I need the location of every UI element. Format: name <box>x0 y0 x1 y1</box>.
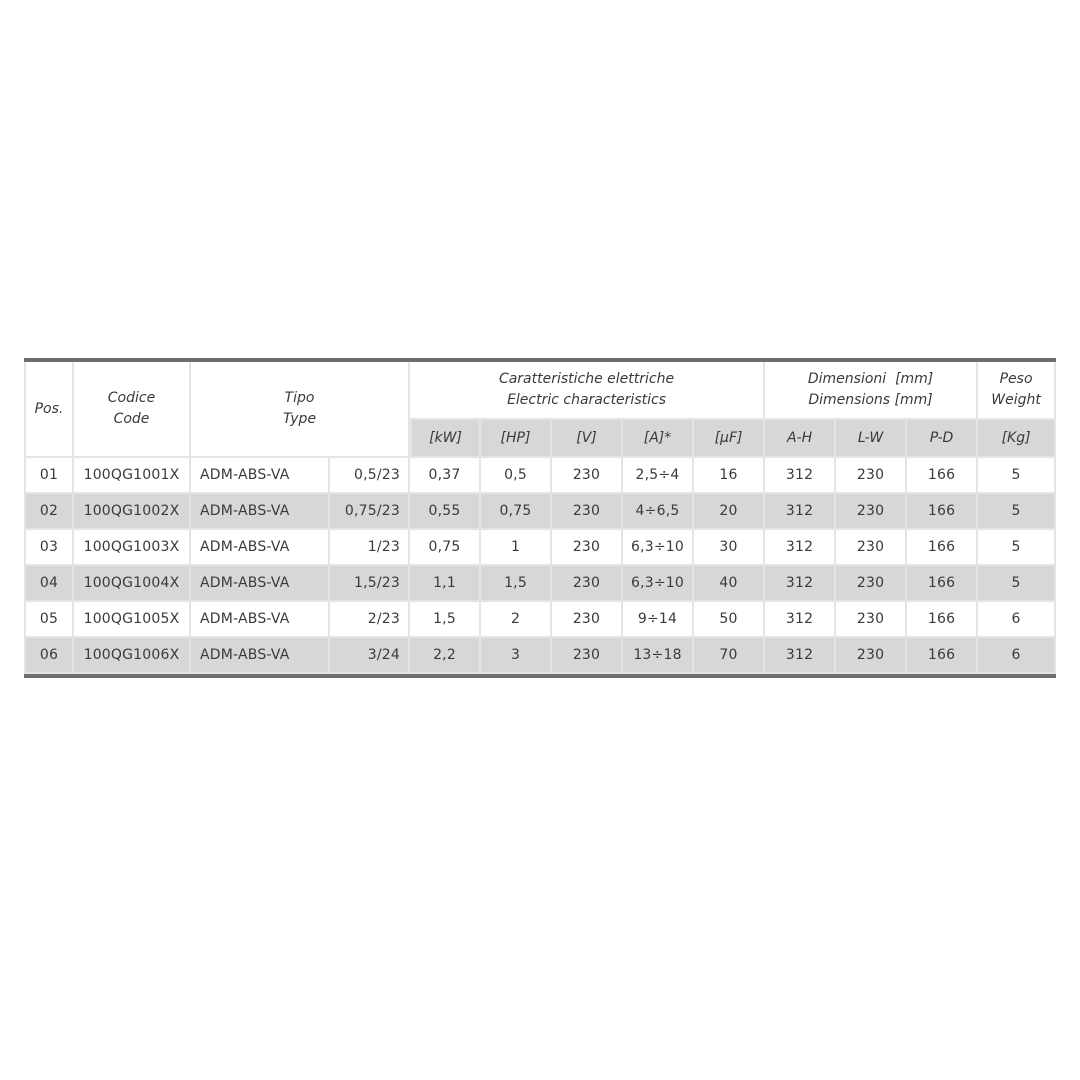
cell-v: 230 <box>552 566 623 602</box>
cell-hp: 1 <box>481 530 552 566</box>
cell-pd: 166 <box>907 566 978 602</box>
cell-hp: 3 <box>481 638 552 674</box>
cell-type: ADM-ABS-VA <box>191 602 330 638</box>
cell-hp: 1,5 <box>481 566 552 602</box>
cell-uf: 50 <box>694 602 765 638</box>
table-row <box>24 638 1056 674</box>
header-weight-en: Weight <box>991 392 1041 408</box>
cell-a: 4÷6,5 <box>623 494 694 530</box>
cell-ah: 312 <box>765 638 836 674</box>
cell-uf: 16 <box>694 458 765 494</box>
unit-a: [A]* <box>623 420 694 458</box>
cell-a: 6,3÷10 <box>623 566 694 602</box>
cell-a: 9÷14 <box>623 602 694 638</box>
header-type-it: Tipo <box>284 390 315 406</box>
cell-hp: 2 <box>481 602 552 638</box>
unit-ah: A-H <box>765 420 836 458</box>
header-type-en: Type <box>282 411 317 427</box>
cell-lw: 230 <box>836 458 907 494</box>
cell-kg: 6 <box>978 602 1056 638</box>
cell-code: 100QG1004X <box>74 566 191 602</box>
unit-v: [V] <box>552 420 623 458</box>
spec-table-container <box>24 358 1056 678</box>
cell-rating: 1,5/23 <box>330 566 410 602</box>
cell-pd: 166 <box>907 638 978 674</box>
cell-ah: 312 <box>765 530 836 566</box>
cell-pos: 04 <box>24 566 74 602</box>
cell-rating: 2/23 <box>330 602 410 638</box>
cell-code: 100QG1003X <box>74 530 191 566</box>
cell-rating: 0,5/23 <box>330 458 410 494</box>
cell-kw: 0,55 <box>410 494 481 530</box>
header-electric-it: Caratteristiche elettriche <box>498 371 675 387</box>
cell-type: ADM-ABS-VA <box>191 530 330 566</box>
cell-a: 2,5÷4 <box>623 458 694 494</box>
cell-type: ADM-ABS-VA <box>191 566 330 602</box>
unit-kw: [kW] <box>410 420 481 458</box>
header-code-en: Code <box>113 411 150 427</box>
cell-ah: 312 <box>765 494 836 530</box>
cell-code: 100QG1002X <box>74 494 191 530</box>
header-pos: Pos. <box>24 362 74 458</box>
cell-ah: 312 <box>765 602 836 638</box>
cell-code: 100QG1001X <box>74 458 191 494</box>
cell-kw: 2,2 <box>410 638 481 674</box>
cell-pd: 166 <box>907 530 978 566</box>
table-row <box>24 458 1056 494</box>
cell-kw: 0,37 <box>410 458 481 494</box>
table-row <box>24 494 1056 530</box>
cell-kg: 5 <box>978 566 1056 602</box>
cell-lw: 230 <box>836 494 907 530</box>
header-dimensions <box>765 362 978 420</box>
header-code-it: Codice <box>107 390 156 406</box>
cell-pos: 06 <box>24 638 74 674</box>
cell-uf: 30 <box>694 530 765 566</box>
header-row-main <box>24 362 1056 420</box>
cell-uf: 40 <box>694 566 765 602</box>
cell-hp: 0,75 <box>481 494 552 530</box>
cell-pd: 166 <box>907 602 978 638</box>
cell-kw: 0,75 <box>410 530 481 566</box>
header-electric <box>410 362 765 420</box>
header-code <box>74 362 191 458</box>
table-row <box>24 530 1056 566</box>
cell-a: 13÷18 <box>623 638 694 674</box>
cell-hp: 0,5 <box>481 458 552 494</box>
cell-lw: 230 <box>836 602 907 638</box>
cell-pd: 166 <box>907 494 978 530</box>
cell-v: 230 <box>552 638 623 674</box>
cell-rating: 1/23 <box>330 530 410 566</box>
cell-kg: 5 <box>978 530 1056 566</box>
unit-kg: [Kg] <box>978 420 1056 458</box>
cell-pos: 01 <box>24 458 74 494</box>
cell-v: 230 <box>552 602 623 638</box>
cell-uf: 70 <box>694 638 765 674</box>
cell-lw: 230 <box>836 530 907 566</box>
spec-table-body <box>24 458 1056 674</box>
cell-rating: 3/24 <box>330 638 410 674</box>
cell-pos: 03 <box>24 530 74 566</box>
cell-ah: 312 <box>765 458 836 494</box>
cell-code: 100QG1006X <box>74 638 191 674</box>
header-dims-en: Dimensions [mm] <box>808 392 933 408</box>
cell-v: 230 <box>552 458 623 494</box>
header-weight-it: Peso <box>999 371 1033 387</box>
unit-uf: [μF] <box>694 420 765 458</box>
cell-uf: 20 <box>694 494 765 530</box>
unit-hp: [HP] <box>481 420 552 458</box>
cell-kw: 1,1 <box>410 566 481 602</box>
cell-v: 230 <box>552 494 623 530</box>
cell-kg: 5 <box>978 458 1056 494</box>
cell-code: 100QG1005X <box>74 602 191 638</box>
cell-pos: 05 <box>24 602 74 638</box>
cell-a: 6,3÷10 <box>623 530 694 566</box>
spec-table <box>24 358 1056 678</box>
cell-lw: 230 <box>836 638 907 674</box>
cell-type: ADM-ABS-VA <box>191 638 330 674</box>
cell-type: ADM-ABS-VA <box>191 494 330 530</box>
header-electric-en: Electric characteristics <box>507 392 666 408</box>
cell-type: ADM-ABS-VA <box>191 458 330 494</box>
cell-kw: 1,5 <box>410 602 481 638</box>
header-dims-it: Dimensioni [mm] <box>807 371 934 387</box>
unit-pd: P-D <box>907 420 978 458</box>
cell-rating: 0,75/23 <box>330 494 410 530</box>
table-row <box>24 566 1056 602</box>
cell-lw: 230 <box>836 566 907 602</box>
cell-ah: 312 <box>765 566 836 602</box>
cell-v: 230 <box>552 530 623 566</box>
cell-kg: 6 <box>978 638 1056 674</box>
unit-lw: L-W <box>836 420 907 458</box>
cell-kg: 5 <box>978 494 1056 530</box>
header-weight <box>978 362 1056 420</box>
cell-pos: 02 <box>24 494 74 530</box>
table-row <box>24 602 1056 638</box>
cell-pd: 166 <box>907 458 978 494</box>
header-type <box>191 362 410 458</box>
